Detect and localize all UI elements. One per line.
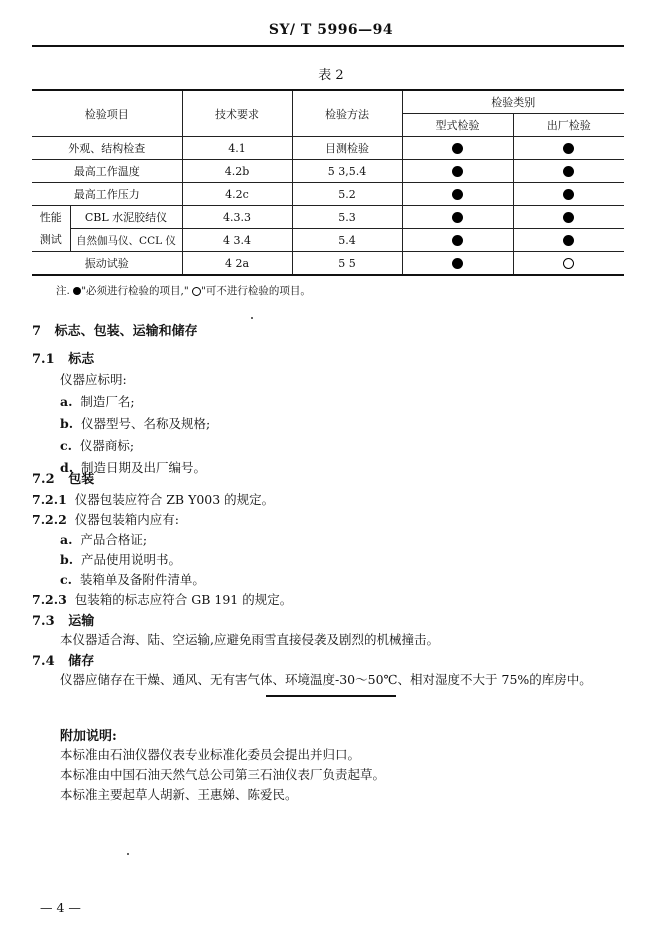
list-item xyxy=(60,436,134,454)
list-text: 产品使用说明书。 xyxy=(81,552,182,567)
row-requirement: 4.3.3 xyxy=(182,206,292,229)
section-7-4-text: 仪器应储存在干燥、通风、无有害气体、环境温度-30～50℃、相对湿度不大于 75%的库房中。 xyxy=(60,672,592,687)
open-circle-icon xyxy=(192,287,201,296)
header-method: 检验方法 xyxy=(292,90,402,137)
section-title: 标志、包装、运输和储存 xyxy=(54,324,198,339)
filled-circle-icon xyxy=(563,212,574,223)
row-item: CBL 水泥胶结仪 xyxy=(70,206,182,229)
section-title: 包装 xyxy=(68,472,95,487)
row-item: 振动试验 xyxy=(32,252,182,276)
row-type-test xyxy=(402,160,513,183)
filled-circle-icon xyxy=(452,235,463,246)
inspection-table xyxy=(32,89,624,276)
list-label: a. xyxy=(60,394,73,409)
row-item: 外观、结构检查 xyxy=(32,137,182,160)
section-7-heading xyxy=(32,320,198,339)
group-label xyxy=(32,206,70,252)
section-number: 7.2 xyxy=(32,472,55,487)
filled-circle-icon xyxy=(563,166,574,177)
section-text: 包装箱的标志应符合 GB 191 的规定。 xyxy=(74,592,293,607)
section-number: 7.2.2 xyxy=(32,512,67,527)
row-factory-test xyxy=(513,252,624,276)
list-label: b. xyxy=(60,416,74,431)
section-7-2-2 xyxy=(32,510,179,528)
header-rule xyxy=(32,45,624,47)
table-row xyxy=(32,160,624,183)
row-item: 最高工作压力 xyxy=(32,183,182,206)
header-requirement: 技术要求 xyxy=(182,90,292,137)
filled-circle-icon xyxy=(452,258,463,269)
row-type-test xyxy=(402,229,513,252)
section-text: 仪器包装应符合 ZB Y003 的规定。 xyxy=(74,492,275,507)
list-item xyxy=(60,570,205,588)
row-method: 5 5 xyxy=(292,252,402,276)
filled-circle-icon xyxy=(73,287,81,295)
list-label: c. xyxy=(60,438,72,453)
row-factory-test xyxy=(513,160,624,183)
header-item: 检验项目 xyxy=(32,90,182,137)
table-row xyxy=(32,137,624,160)
row-method: 5.3 xyxy=(292,206,402,229)
list-item xyxy=(60,550,181,568)
list-text: 制造厂名; xyxy=(80,394,135,409)
header-type-test: 型式检验 xyxy=(402,114,513,137)
section-7-1-heading xyxy=(32,348,94,367)
appendix-line: 本标准由中国石油天然气总公司第三石油仪表厂负责起草。 xyxy=(60,767,386,782)
row-requirement: 4.2b xyxy=(182,160,292,183)
section-number: 7.2.3 xyxy=(32,592,67,607)
row-type-test xyxy=(402,252,513,276)
list-label: c. xyxy=(60,572,72,587)
section-7-4-heading xyxy=(32,650,94,669)
list-item xyxy=(60,392,135,410)
section-7-3-heading xyxy=(32,610,94,629)
filled-circle-icon xyxy=(563,189,574,200)
group-label-line1: 性能 xyxy=(39,210,62,224)
list-item xyxy=(60,414,210,432)
table-header-row xyxy=(32,90,624,114)
section-7-1-intro: 仪器应标明: xyxy=(60,372,127,387)
appendix-title: 附加说明: xyxy=(60,729,117,744)
list-text: 仪器商标; xyxy=(79,438,135,453)
table-row xyxy=(32,229,624,252)
end-rule xyxy=(266,695,396,697)
row-method: 5.4 xyxy=(292,229,402,252)
section-number: 7.3 xyxy=(32,614,55,629)
section-title: 运输 xyxy=(68,614,95,629)
filled-circle-icon xyxy=(452,212,463,223)
section-number: 7.4 xyxy=(32,654,55,669)
row-type-test xyxy=(402,206,513,229)
row-method: 5.2 xyxy=(292,183,402,206)
note-part2: "可不进行检验的项目。 xyxy=(201,285,311,297)
scan-speck xyxy=(251,317,253,319)
list-item xyxy=(60,530,147,548)
section-number: 7.1 xyxy=(32,352,55,367)
row-factory-test xyxy=(513,183,624,206)
note-prefix: 注. xyxy=(56,285,70,297)
table-title: 表 2 xyxy=(318,68,344,83)
section-number: 7.2.1 xyxy=(32,492,67,507)
list-text: 制造日期及出厂编号。 xyxy=(81,460,207,475)
table-note xyxy=(56,283,311,298)
appendix-line: 本标准主要起草人胡新、王惠娣、陈爱民。 xyxy=(60,787,298,802)
appendix-line: 本标准由石油仪器仪表专业标准化委员会提出并归口。 xyxy=(60,747,361,762)
section-7-2-3 xyxy=(32,590,292,608)
section-title: 标志 xyxy=(68,352,95,367)
table-row xyxy=(32,206,624,229)
row-type-test xyxy=(402,183,513,206)
list-text: 仪器型号、名称及规格; xyxy=(81,416,211,431)
filled-circle-icon xyxy=(452,166,463,177)
section-7-2-1 xyxy=(32,490,274,508)
filled-circle-icon xyxy=(563,143,574,154)
table-row xyxy=(32,252,624,276)
document-code: SY/ T 5996—94 xyxy=(268,22,394,38)
page-number: — 4 — xyxy=(40,900,81,915)
header-factory-test: 出厂检验 xyxy=(513,114,624,137)
row-requirement: 4.1 xyxy=(182,137,292,160)
section-number: 7 xyxy=(32,324,42,339)
list-label: b. xyxy=(60,552,74,567)
row-method: 目测检验 xyxy=(292,137,402,160)
row-item: 最高工作温度 xyxy=(32,160,182,183)
filled-circle-icon xyxy=(563,235,574,246)
open-circle-icon xyxy=(563,258,574,269)
section-7-3-text: 本仪器适合海、陆、空运输,应避免雨雪直接侵袭及剧烈的机械撞击。 xyxy=(60,632,439,647)
note-part1: "必须进行检验的项目," xyxy=(81,285,189,297)
row-item: 自然伽马仪、CCL 仪 xyxy=(70,229,182,252)
group-label-line2: 测试 xyxy=(39,232,62,246)
row-factory-test xyxy=(513,229,624,252)
table-row xyxy=(32,183,624,206)
section-text: 仪器包装箱内应有: xyxy=(74,512,179,527)
list-text: 装箱单及备附件清单。 xyxy=(79,572,205,587)
list-text: 产品合格证; xyxy=(80,532,148,547)
scan-speck xyxy=(127,853,129,855)
row-requirement: 4 2a xyxy=(182,252,292,276)
row-requirement: 4 3.4 xyxy=(182,229,292,252)
row-type-test xyxy=(402,137,513,160)
row-factory-test xyxy=(513,206,624,229)
list-label: d. xyxy=(60,460,74,475)
list-label: a. xyxy=(60,532,73,547)
row-factory-test xyxy=(513,137,624,160)
row-method: 5 3,5.4 xyxy=(292,160,402,183)
row-requirement: 4.2c xyxy=(182,183,292,206)
filled-circle-icon xyxy=(452,189,463,200)
section-7-2-heading xyxy=(32,468,94,487)
section-title: 储存 xyxy=(68,654,95,669)
filled-circle-icon xyxy=(452,143,463,154)
header-category: 检验类别 xyxy=(402,90,624,114)
